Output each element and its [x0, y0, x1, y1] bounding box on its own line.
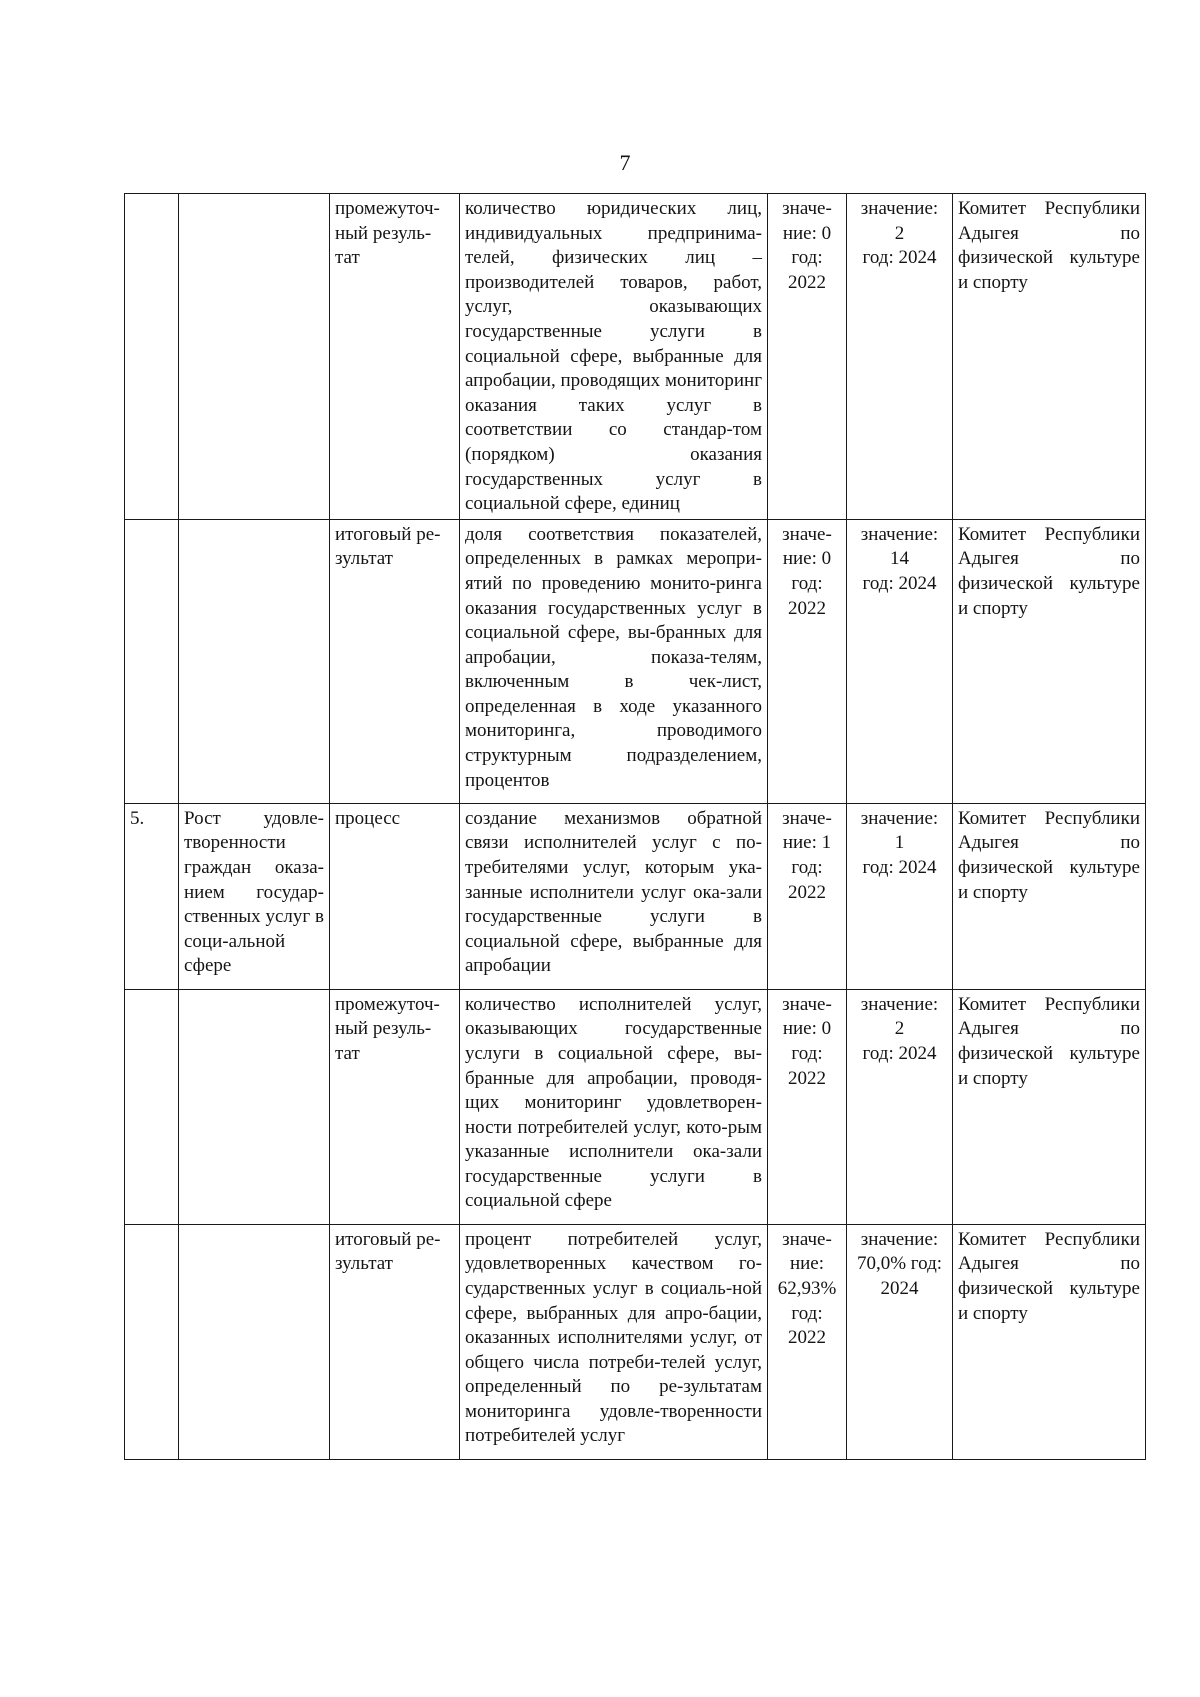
table-row	[125, 1224, 1146, 1459]
responsible-cell: Комитет Республики Адыгея по физической культуре и спорту	[953, 1224, 1146, 1459]
indicator-cell: создание механизмов обратной связи исполнителей услуг с по-требителями услуг, которым ука-занные исполнители услуг ока-зали государственные услуги в социальной сфере, выбранные для апробации	[460, 803, 768, 989]
target-value-cell: значение: 14 год: 2024	[847, 519, 953, 803]
table-row	[125, 803, 1146, 989]
indicator-cell: доля соответствия показателей, определенных в рамках меропри-ятий по проведению монито-ринга оказания государственных услуг в социальной сфере, вы-бранных для апробации, показа-телям, включенным в чек-лист, определенная в ходе указанного мониторинга, проводимого структурным подразделением, процентов	[460, 519, 768, 803]
target-value-cell: значение: 2 год: 2024	[847, 194, 953, 520]
result-type-cell: итоговый ре- зультат	[330, 1224, 460, 1459]
row-number-cell: 5.	[125, 803, 179, 989]
base-value-cell: значе- ние: 0 год: 2022	[768, 519, 847, 803]
indicator-cell: процент потребителей услуг, удовлетворенных качеством го-сударственных услуг в социаль-ной сфере, выбранных для апро-бации, оказанных исполнителями услуг, от общего числа потреби-телей услуг, определенный по ре-зультатам мониторинга удовле-творенности потребителей услуг	[460, 1224, 768, 1459]
row-number-cell	[125, 1224, 179, 1459]
result-type-cell: процесс	[330, 803, 460, 989]
task-cell	[179, 194, 330, 520]
responsible-cell: Комитет Республики Адыгея по физической культуре и спорту	[953, 989, 1146, 1224]
responsible-cell: Комитет Республики Адыгея по физической культуре и спорту	[953, 519, 1146, 803]
task-cell	[179, 519, 330, 803]
table-row	[125, 989, 1146, 1224]
task-cell: Рост удовле-творенности граждан оказа-нием государ-ственных услуг в соци-альной сфере	[179, 803, 330, 989]
base-value-cell: значе- ние: 62,93% год: 2022	[768, 1224, 847, 1459]
indicator-cell: количество исполнителей услуг, оказывающих государственные услуги в социальной сфере, вы-бранные для апробации, проводя-щих мониторинг удовлетворен-ности потребителей услуг, кото-рым указанные исполнители ока-зали государственные услуги в социальной сфере	[460, 989, 768, 1224]
indicator-cell: количество юридических лиц, индивидуальных предпринима-телей, физических лиц – производителей товаров, работ, услуг, оказывающих государственные услуги в социальной сфере, выбранные для апробации, проводящих мониторинг оказания таких услуг в соответствии со стандар-том (порядком) оказания государственных услуг в социальной сфере, единиц	[460, 194, 768, 520]
responsible-cell: Комитет Республики Адыгея по физической культуре и спорту	[953, 194, 1146, 520]
row-number-cell	[125, 519, 179, 803]
page-number: 7	[619, 150, 631, 175]
row-number-cell	[125, 989, 179, 1224]
table-row	[125, 194, 1146, 520]
base-value-cell: значе- ние: 0 год: 2022	[768, 989, 847, 1224]
task-cell	[179, 989, 330, 1224]
row-number-cell	[125, 194, 179, 520]
base-value-cell: значе- ние: 1 год: 2022	[768, 803, 847, 989]
target-value-cell: значение: 2 год: 2024	[847, 989, 953, 1224]
result-type-cell: итоговый ре- зультат	[330, 519, 460, 803]
table-row	[125, 519, 1146, 803]
result-type-cell: промежуточ- ный резуль- тат	[330, 194, 460, 520]
task-cell	[179, 1224, 330, 1459]
target-value-cell: значение: 70,0% год: 2024	[847, 1224, 953, 1459]
base-value-cell: значе- ние: 0 год: 2022	[768, 194, 847, 520]
indicators-table	[124, 193, 1146, 1460]
target-value-cell: значение: 1 год: 2024	[847, 803, 953, 989]
responsible-cell: Комитет Республики Адыгея по физической культуре и спорту	[953, 803, 1146, 989]
result-type-cell: промежуточ- ный резуль- тат	[330, 989, 460, 1224]
